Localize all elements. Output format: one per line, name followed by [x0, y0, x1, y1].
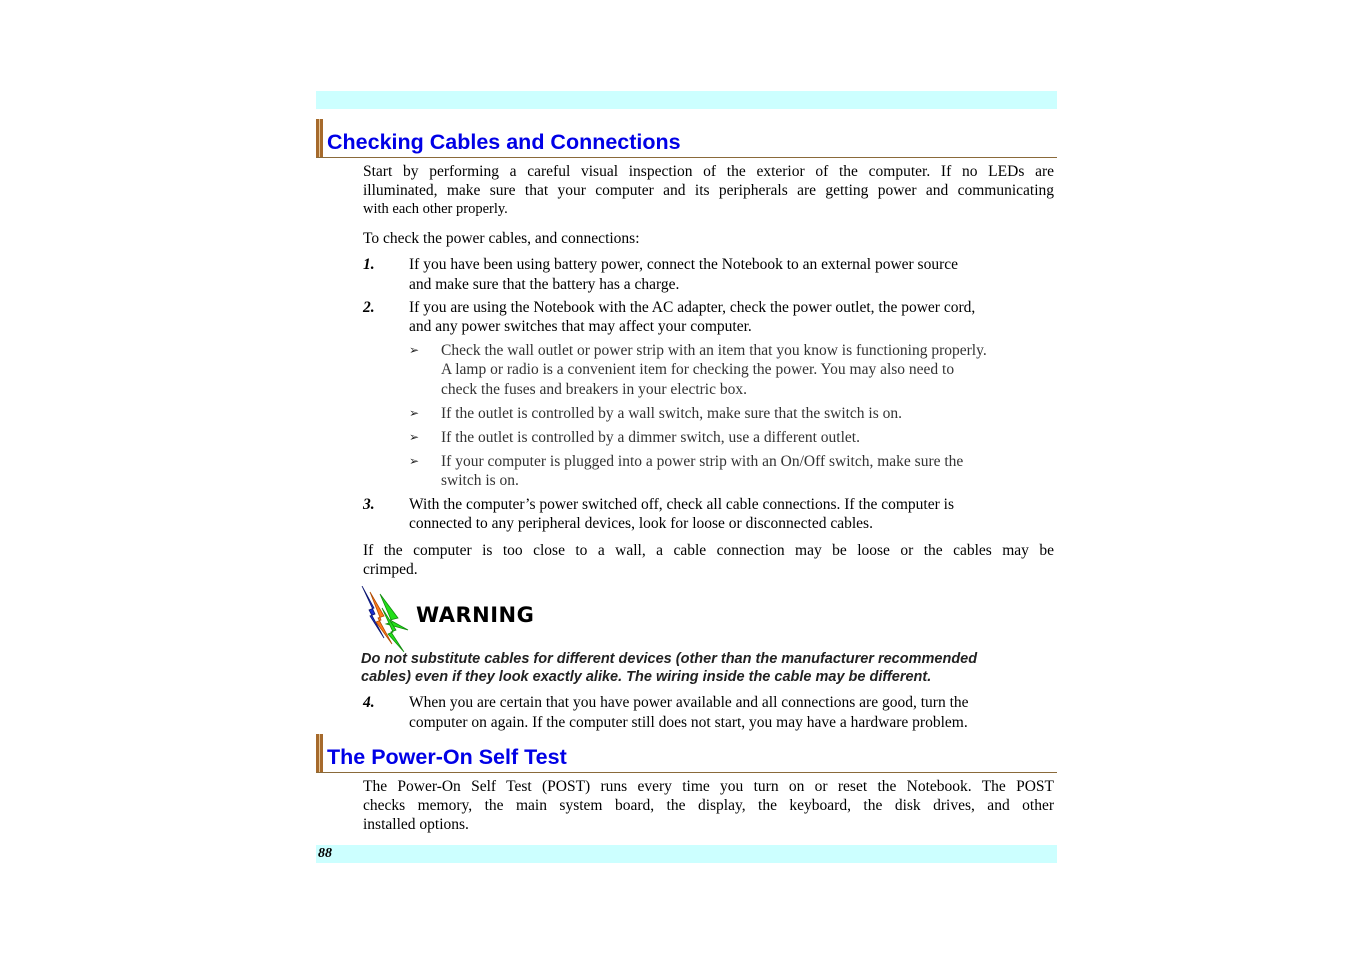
section-title-checking: Checking Cables and Connections [327, 130, 681, 154]
post-line: checks memory, the main system board, the display, the keyboard, the disk drives, and other [363, 797, 1054, 814]
intro-line: Start by performing a careful visual inspection of the exterior of the computer. If no LEDs are [363, 163, 1054, 180]
lead-text: To check the power cables, and connections: [363, 230, 640, 247]
post-line: The Power-On Self Test (POST) runs every time you turn on or reset the Notebook. The POST [363, 778, 1054, 795]
note-line: If the computer is too close to a wall, a cable connection may be loose or the cables may be [363, 542, 1054, 559]
bullet-text: If the outlet is controlled by a wall switch, make sure that the switch is on. [441, 405, 903, 422]
arrow-bullet-icon: ➢ [409, 430, 420, 444]
step-text: connected to any peripheral devices, look for loose or disconnected cables. [409, 515, 873, 532]
step-text: When you are certain that you have power available and all connections are good, turn the [409, 694, 969, 711]
arrow-bullet-icon: ➢ [409, 343, 420, 357]
heading-bar [316, 119, 323, 157]
lightning-bolts-icon [358, 586, 412, 654]
post-line: installed options. [363, 816, 469, 833]
section-heading [316, 734, 1057, 773]
warning-text [361, 650, 1061, 686]
step-text: If you are using the Notebook with the AC adapter, check the power outlet, the power cord, [409, 299, 976, 316]
arrow-bullet-icon: ➢ [409, 454, 420, 468]
warning-line: Do not substitute cables for different devices (other than the manufacturer recommended [361, 651, 978, 667]
step-text: and make sure that the battery has a charge. [409, 276, 680, 293]
step-text: computer on again. If the computer still does not start, you may have a hardware problem. [409, 714, 968, 731]
bullet-text: If the outlet is controlled by a dimmer switch, use a different outlet. [441, 429, 860, 446]
bullet-text: A lamp or radio is a convenient item for checking the power. You may also need to [441, 361, 955, 378]
intro-line: illuminated, make sure that your computer and its peripherals are getting power and communicating [363, 182, 1054, 199]
step-number: 3. [363, 496, 375, 513]
warning-line: cables) even if they look exactly alike. The wiring inside the cable may be different. [361, 669, 932, 685]
arrow-bullet-icon: ➢ [409, 406, 420, 420]
step-text: With the computer’s power switched off, check all cable connections. If the computer is [409, 496, 954, 513]
warning-title: WARNING [416, 603, 535, 627]
bullet-text: Check the wall outlet or power strip with an item that you know is functioning properly. [441, 342, 987, 359]
section-heading [316, 119, 1057, 158]
bullet-text: check the fuses and breakers in your electric box. [441, 381, 747, 398]
note-line: crimped. [363, 561, 418, 578]
page-number: 88 [318, 846, 332, 861]
bullet-text: switch is on. [441, 472, 519, 489]
footer-band [316, 845, 1057, 863]
section-title-post: The Power-On Self Test [327, 745, 567, 769]
bullet-text: If your computer is plugged into a power strip with an On/Off switch, make sure the [441, 453, 964, 470]
step-text: If you have been using battery power, connect the Notebook to an external power source [409, 256, 959, 273]
header-band [316, 91, 1057, 109]
intro-line: with each other properly. [363, 201, 508, 217]
step-number: 4. [363, 694, 375, 711]
step-number: 2. [363, 299, 375, 316]
step-text: and any power switches that may affect your computer. [409, 318, 752, 335]
step-number: 1. [363, 256, 375, 273]
heading-bar [316, 734, 323, 772]
